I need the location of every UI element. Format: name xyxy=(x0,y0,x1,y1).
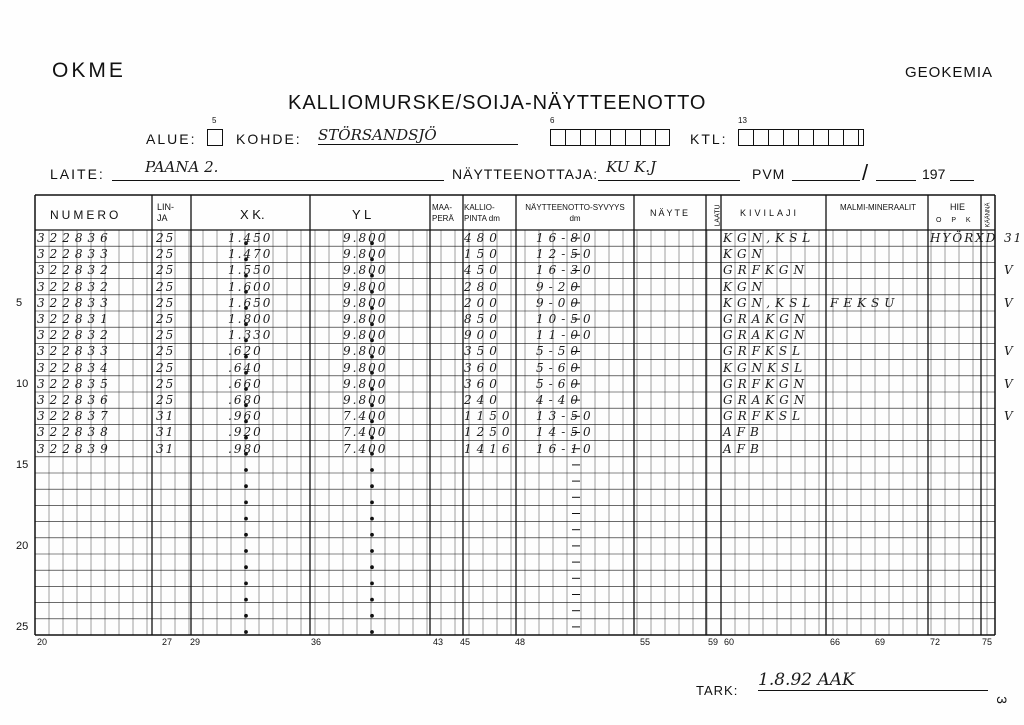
syvyys-cell[interactable]: 9-20 xyxy=(536,279,583,294)
yl-cell[interactable]: 9.800 xyxy=(343,247,388,262)
kivilaji-cell[interactable]: AFB xyxy=(723,441,764,456)
numero-cell[interactable]: 322833 xyxy=(37,295,113,310)
field-number-5: 5 xyxy=(212,116,217,125)
decimal-dot xyxy=(371,631,374,634)
numero-cell[interactable]: 322839 xyxy=(37,441,113,456)
numero-cell[interactable]: 322835 xyxy=(37,376,113,391)
laite-value[interactable]: PAANA 2. xyxy=(145,158,219,176)
column-number: 27 xyxy=(162,637,173,647)
yl-cell[interactable]: 9.800 xyxy=(343,312,388,326)
decimal-dot xyxy=(371,533,374,536)
column-number: 69 xyxy=(875,637,886,647)
xk-cell[interactable]: 1.450 xyxy=(228,231,273,245)
kallio-cell[interactable]: 150 xyxy=(464,247,502,262)
kallio-cell[interactable]: 1416 xyxy=(464,441,515,456)
xk-cell[interactable]: .980 xyxy=(228,441,263,456)
kallio-cell[interactable]: 240 xyxy=(464,393,502,407)
kohde-value[interactable]: STÖRSANDSJÖ xyxy=(318,126,518,145)
syvyys-cell[interactable]: 16-10 xyxy=(536,441,596,456)
syvyys-cell[interactable]: 5-50 xyxy=(536,344,583,359)
numero-cell[interactable]: 322833 xyxy=(37,344,113,359)
row-marker: 20 xyxy=(16,539,29,552)
yl-cell[interactable]: 7.400 xyxy=(343,409,388,424)
column-number: 59 xyxy=(708,637,719,647)
col-numero: NUMERO xyxy=(50,208,122,222)
org-name: OKME xyxy=(52,59,126,82)
date-slash: / xyxy=(862,160,869,185)
linja-cell[interactable]: 31 xyxy=(156,425,176,440)
xk-cell[interactable]: 1.800 xyxy=(228,312,273,326)
decimal-dot xyxy=(245,598,248,601)
row-marker: 10 xyxy=(16,377,29,390)
syvyys-cell[interactable]: 12-50 xyxy=(536,247,596,262)
malmi-cell[interactable]: FEKSU xyxy=(830,295,900,310)
kallio-cell[interactable]: 900 xyxy=(464,328,502,343)
column-number: 60 xyxy=(724,637,735,647)
decimal-dot xyxy=(371,485,374,488)
numero-cell[interactable]: 322834 xyxy=(37,360,113,375)
decimal-dot xyxy=(245,501,248,504)
decimal-dot xyxy=(245,469,248,472)
kivilaji-cell[interactable]: AFB xyxy=(723,425,764,440)
yl-cell[interactable]: 9.800 xyxy=(343,295,388,310)
xk-cell[interactable]: .920 xyxy=(228,425,263,440)
kivilaji-cell[interactable]: GRFKSL xyxy=(723,344,806,359)
kallio-cell[interactable]: 200 xyxy=(464,295,502,310)
yl-cell[interactable]: 9.800 xyxy=(343,328,388,343)
column-number: 75 xyxy=(982,637,993,647)
decimal-dot xyxy=(371,550,374,553)
margin-mark: V xyxy=(1004,344,1015,359)
xk-cell[interactable]: .680 xyxy=(228,393,263,407)
tark-value[interactable]: 1.8.92 AAK xyxy=(758,670,988,691)
column-number: 66 xyxy=(830,637,841,647)
xk-cell[interactable]: 1.600 xyxy=(228,279,273,294)
kivilaji-cell[interactable]: GRFKGN xyxy=(723,263,809,278)
yl-cell[interactable]: 9.800 xyxy=(343,263,388,278)
kivilaji-cell[interactable]: GRAKGN xyxy=(723,328,810,343)
hie-cell[interactable]: HYÖRXD xyxy=(930,231,998,245)
kallio-cell[interactable]: 450 xyxy=(464,263,502,278)
kivilaji-cell[interactable]: KGN xyxy=(723,279,768,294)
syvyys-cell[interactable]: 16-30 xyxy=(536,263,596,278)
alue-label: ALUE: xyxy=(146,131,197,147)
linja-cell[interactable]: 31 xyxy=(156,441,176,456)
linja-cell[interactable]: 25 xyxy=(156,231,176,245)
linja-cell[interactable]: 25 xyxy=(156,360,176,375)
decimal-dot xyxy=(245,550,248,553)
decimal-dot xyxy=(245,582,248,585)
yl-cell[interactable]: 9.800 xyxy=(343,344,388,359)
kallio-cell[interactable]: 1250 xyxy=(464,425,515,440)
syvyys-cell[interactable]: 5-60 xyxy=(536,376,583,391)
syvyys-cell[interactable]: 5-60 xyxy=(536,360,583,375)
xk-cell[interactable]: .620 xyxy=(228,344,263,359)
kallio-cell[interactable]: 850 xyxy=(464,312,502,326)
linja-cell[interactable]: 25 xyxy=(156,376,176,391)
field-number-6: 6 xyxy=(550,116,555,125)
col-hie: HIE xyxy=(950,202,966,212)
pvm-label: PVM xyxy=(752,166,786,182)
xk-cell[interactable]: .660 xyxy=(228,376,263,391)
linja-cell[interactable]: 25 xyxy=(156,393,176,407)
kallio-cell[interactable]: 480 xyxy=(464,231,502,245)
numero-cell[interactable]: 322836 xyxy=(37,393,113,407)
kallio-cell[interactable]: 360 xyxy=(464,360,502,375)
margin-mark: V xyxy=(1004,263,1015,278)
margin-mark: V xyxy=(1004,376,1015,391)
department-name: GEOKEMIA xyxy=(905,64,994,81)
margin-mark: V xyxy=(1004,409,1015,424)
col-maapera: MAA-PERÄ xyxy=(432,203,454,223)
column-number: 20 xyxy=(37,637,48,647)
yl-cell[interactable]: 9.800 xyxy=(343,393,388,407)
decimal-dot xyxy=(245,485,248,488)
col-nayte: NÄYTE xyxy=(650,208,691,218)
xk-cell[interactable]: .960 xyxy=(228,409,263,424)
numero-cell[interactable]: 322832 xyxy=(37,328,113,343)
col-kaanna: KÄÄNNÄ xyxy=(985,202,992,228)
syvyys-cell[interactable]: 16-80 xyxy=(536,231,596,245)
column-number: 29 xyxy=(190,637,201,647)
yl-cell[interactable]: 9.800 xyxy=(343,279,388,294)
col-kivilaji: KIVILAJI xyxy=(740,208,800,218)
yl-cell[interactable]: 7.400 xyxy=(343,441,388,456)
numero-cell[interactable]: 322836 xyxy=(37,231,113,245)
field-number-13: 13 xyxy=(738,116,747,125)
linja-cell[interactable]: 25 xyxy=(156,328,176,343)
column-number: 48 xyxy=(515,637,526,647)
linja-cell[interactable]: 25 xyxy=(156,295,176,310)
linja-cell[interactable]: 25 xyxy=(156,263,176,278)
linja-cell[interactable]: 25 xyxy=(156,312,176,326)
yl-cell[interactable]: 9.800 xyxy=(343,376,388,391)
laite-label: LAITE: xyxy=(50,166,105,182)
col-laatu: LAATU xyxy=(714,204,722,227)
col-yl: Y L xyxy=(352,207,372,222)
numero-cell[interactable]: 322832 xyxy=(37,279,113,294)
numero-cell[interactable]: 322833 xyxy=(37,247,113,262)
kallio-cell[interactable]: 360 xyxy=(464,376,502,391)
decimal-dot xyxy=(371,566,374,569)
xk-cell[interactable]: .640 xyxy=(228,360,263,375)
page-number: 3 xyxy=(993,696,1010,704)
linja-cell[interactable]: 31 xyxy=(156,409,176,424)
numero-cell[interactable]: 322832 xyxy=(37,263,113,278)
kivilaji-cell[interactable]: GRFKGN xyxy=(723,376,809,391)
decimal-dot xyxy=(245,631,248,634)
xk-cell[interactable]: 1.330 xyxy=(228,328,273,343)
col-malmi: MALMI-MINERAALIT xyxy=(839,203,916,212)
decimal-dot xyxy=(245,614,248,617)
syvyys-cell[interactable]: 10-50 xyxy=(536,312,596,326)
kivilaji-cell[interactable]: KGN,KSL xyxy=(723,295,816,310)
column-number: 43 xyxy=(433,637,444,647)
form-title: KALLIOMURSKE/SOIJA-NÄYTTEENOTTO xyxy=(288,92,707,114)
row-marker: 15 xyxy=(16,458,29,471)
kivilaji-cell[interactable]: GRAKGN xyxy=(723,312,810,326)
ktl-label: KTL: xyxy=(690,131,728,147)
decimal-dot xyxy=(371,614,374,617)
kivilaji-cell[interactable]: GRFKSL xyxy=(723,409,806,424)
kivilaji-cell[interactable]: GRAKGN xyxy=(723,393,810,407)
nayttenottaja-label: NÄYTTEENOTTAJA: xyxy=(452,166,599,182)
col-linja: LIN-JA xyxy=(157,202,175,223)
numero-cell[interactable]: 322838 xyxy=(37,425,113,440)
row-marker: 5 xyxy=(16,296,23,309)
col-xk: X K. xyxy=(240,207,265,222)
column-number: 45 xyxy=(460,637,471,647)
tark-label: TARK: xyxy=(696,683,739,698)
kivilaji-cell[interactable]: KGN xyxy=(723,247,768,262)
decimal-dot xyxy=(371,517,374,520)
margin-mark: V xyxy=(1004,295,1015,310)
year-prefix: 197 xyxy=(922,166,946,182)
linja-cell[interactable]: 25 xyxy=(156,247,176,262)
yl-cell[interactable]: 7.400 xyxy=(343,425,388,440)
margin-mark: 31 xyxy=(1004,231,1024,245)
xk-cell[interactable]: 1.650 xyxy=(228,295,273,310)
linja-cell[interactable]: 25 xyxy=(156,279,176,294)
kohde-label: KOHDE: xyxy=(236,131,302,147)
column-number: 72 xyxy=(930,637,941,647)
yl-cell[interactable]: 9.800 xyxy=(343,231,388,245)
linja-cell[interactable]: 25 xyxy=(156,344,176,359)
row-marker: 25 xyxy=(16,620,29,633)
nayttenottaja-value[interactable]: KU K.J xyxy=(606,158,657,176)
yl-cell[interactable]: 9.800 xyxy=(343,360,388,375)
xk-cell[interactable]: 1.550 xyxy=(228,263,273,278)
decimal-dot xyxy=(371,582,374,585)
xk-cell[interactable]: 1.470 xyxy=(228,247,273,262)
col-syvyys: NÄYTTEENOTTO-SYVYYS dm xyxy=(525,203,625,223)
numero-cell[interactable]: 322831 xyxy=(37,312,113,326)
kallio-cell[interactable]: 350 xyxy=(464,344,502,359)
decimal-dot xyxy=(371,598,374,601)
column-number: 36 xyxy=(311,637,322,647)
kivilaji-cell[interactable]: KGNKSL xyxy=(723,360,808,375)
syvyys-cell[interactable]: 11-00 xyxy=(536,328,596,343)
column-number: 55 xyxy=(640,637,651,647)
kallio-cell[interactable]: 280 xyxy=(464,279,502,294)
numero-cell[interactable]: 322837 xyxy=(37,409,113,424)
decimal-dot xyxy=(371,469,374,472)
kallio-cell[interactable]: 1150 xyxy=(464,409,515,424)
syvyys-cell[interactable]: 9-00 xyxy=(536,295,583,310)
decimal-dot xyxy=(245,566,248,569)
col-opk: O P K xyxy=(936,217,975,224)
syvyys-cell[interactable]: 4-40 xyxy=(536,393,583,407)
kivilaji-cell[interactable]: KGN,KSL xyxy=(723,231,816,245)
decimal-dot xyxy=(245,533,248,536)
decimal-dot xyxy=(371,501,374,504)
syvyys-cell[interactable]: 13-50 xyxy=(536,409,596,424)
decimal-dot xyxy=(245,517,248,520)
col-kallio: KALLIO-PINTA dm xyxy=(464,203,500,223)
syvyys-cell[interactable]: 14-50 xyxy=(536,425,596,440)
